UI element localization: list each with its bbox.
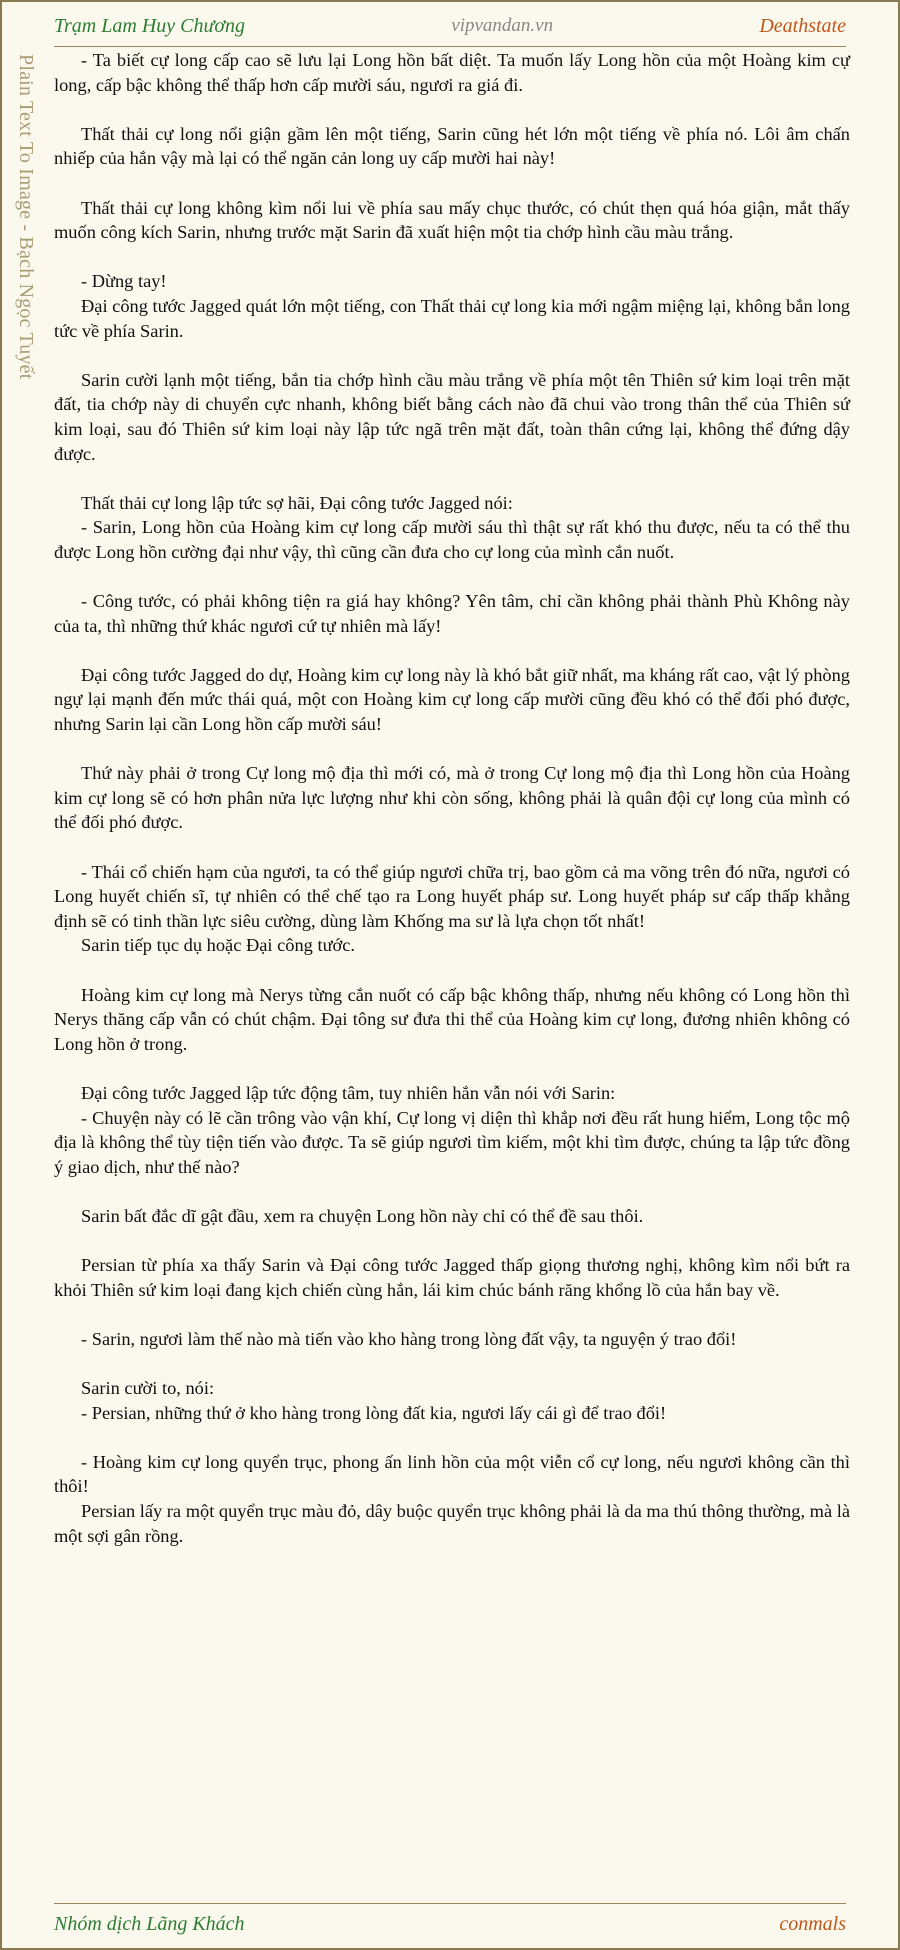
- paragraph: Đại công tước Jagged quát lớn một tiếng, con Thất thải cự long kia mới ngậm miệng lại, không bắn long tức về phía Sarin.: [54, 295, 850, 341]
- header-editor: Deathstate: [759, 14, 846, 37]
- footer-group: Nhóm dịch Lãng Khách: [54, 1912, 245, 1935]
- paragraph: - Thái cổ chiến hạm của ngươi, ta có thể giúp ngươi chữa trị, bao gồm cả ma võng trên đó nữa, ngươi có Long huyết chiến sĩ, tự nhiên có thể chế tạo ra Long huyết pháp sư. Long huyết pháp sư cấp thấp khẳng định sẽ có tinh thần lực siêu cường, dùng làm Khống ma sư là lựa chọn tốt nhất!: [54, 861, 850, 931]
- footer-author: conmals: [779, 1912, 846, 1935]
- paragraph: - Công tước, có phải không tiện ra giá hay không? Yên tâm, chỉ cần không phải thành Phù Không này của ta, thì những thứ khác ngươi cứ tự nhiên mà lấy!: [54, 591, 850, 636]
- paragraph: - Ta biết cự long cấp cao sẽ lưu lại Long hồn bất diệt. Ta muốn lấy Long hồn của một Hoàng kim cự long, cấp bậc không thể thấp hơn cấp mười sáu, ngươi ra giá đi.: [54, 50, 850, 95]
- paragraph: - Sarin, Long hồn của Hoàng kim cự long cấp mười sáu thì thật sự rất khó thu được, nếu ta có thể thu được Long hồn cường đại như vậy, thì cũng cần đưa cho cự long của mình cắn nuốt.: [54, 517, 850, 562]
- paragraph: Thất thải cự long nổi giận gầm lên một tiếng, Sarin cũng hét lớn một tiếng về phía nó. Lôi âm chấn nhiếp của hắn vậy mà lại có thể ngăn cản long uy cấp mười hai này!: [54, 123, 850, 169]
- paragraph: Sarin tiếp tục dụ hoặc Đại công tước.: [81, 935, 356, 956]
- paragraph: Đại công tước Jagged do dự, Hoàng kim cự long này là khó bắt giữ nhất, ma kháng rất cao, vật lý phòng ngự lại mạnh đến mức thái quá, một con Hoàng kim cự long cấp mười cũng đều khó có thể đối phó được, nhưng Sarin lại cần Long hồn cấp mười sáu!: [54, 664, 850, 735]
- header-site: vipvandan.vn: [451, 15, 554, 36]
- paragraph: - Hoàng kim cự long quyển trục, phong ấn linh hồn của một viễn cổ cự long, nếu ngươi không cần thì thôi!: [54, 1451, 850, 1497]
- paragraph: Đại công tước Jagged lập tức động tâm, tuy nhiên hắn vẫn nói với Sarin:: [81, 1082, 616, 1103]
- paragraph: Sarin cười lạnh một tiếng, bắn tia chớp hình cầu màu trắng về phía một tên Thiên sứ kim loại trên mặt đất, tia chớp này di chuyển cực nhanh, không biết bằng cách nào đã chui vào trong thân thể của Thiên sứ kim loại, sau đó Thiên sứ kim loại này lập tức ngã trên mặt đất, toàn thân cứng lại, không thể đứng dậy được.: [54, 369, 850, 464]
- paragraph: Hoàng kim cự long mà Nerys từng cắn nuốt có cấp bậc không thấp, nhưng nếu không có Long hồn thì Nerys thăng cấp vẫn có chút chậm. Đại tông sư đưa thi thể của Hoàng kim cự long, đương nhiên không có Long hồn ở trong.: [54, 984, 850, 1054]
- header-translator: Trạm Lam Huy Chương: [54, 14, 246, 37]
- story-text: [54, 48, 850, 1548]
- paragraph: Sarin bất đắc dĩ gật đầu, xem ra chuyện Long hồn này chỉ có thể đề sau thôi.: [81, 1205, 644, 1226]
- page-footer: [54, 1903, 846, 1944]
- paragraph: Sarin cười to, nói:: [81, 1378, 215, 1399]
- paragraph: Thất thải cự long không kìm nổi lui về phía sau mấy chục thước, có chút thẹn quá hóa giận, mắt thấy muốn công kích Sarin, nhưng trước mặt Sarin đã xuất hiện một tia chớp hình cầu màu trắng.: [54, 197, 850, 243]
- paragraph: Thứ này phải ở trong Cự long mộ địa thì mới có, mà ở trong Cự long mộ địa thì Long hồn của Hoàng kim cự long sẽ có hơn phân nửa lực lượng như khi còn sống, không phải là quân đội cự long của mình có thể đối phó được.: [54, 763, 850, 833]
- paragraph: - Dừng tay!: [81, 271, 167, 292]
- paragraph: - Sarin, ngươi làm thế nào mà tiến vào kho hàng trong lòng đất vậy, ta nguyện ý trao đổi!: [81, 1328, 737, 1349]
- paragraph: Thất thải cự long lập tức sợ hãi, Đại công tước Jagged nói:: [81, 492, 513, 513]
- paragraph: - Persian, những thứ ở kho hàng trong lòng đất kia, ngươi lấy cái gì để trao đổi!: [81, 1402, 667, 1423]
- paragraph: - Chuyện này có lẽ cần trông vào vận khí, Cự long vị diện thì khắp nơi đều rất hung hiểm, Long tộc mộ địa là không thể tùy tiện tiến vào được. Ta sẽ giúp ngươi tìm kiếm, một khi tìm được, chúng ta lập tức đồng ý giao dịch, như thế nào?: [54, 1107, 850, 1177]
- side-watermark: Plain Text To Image - Bạch Ngọc Tuyết: [15, 54, 37, 380]
- paragraph: Persian lấy ra một quyển trục màu đỏ, dây buộc quyển trục không phải là da ma thú thông thường, mà là một sợi gân rồng.: [54, 1501, 850, 1546]
- paragraph: Persian từ phía xa thấy Sarin và Đại công tước Jagged thấp giọng thương nghị, không kìm nổi bứt ra khỏi Thiên sứ kim loại đang kịch chiến cùng hắn, lái kim chúc bánh răng khổng lồ của hắn bay về.: [54, 1255, 850, 1300]
- page-header: [54, 6, 846, 47]
